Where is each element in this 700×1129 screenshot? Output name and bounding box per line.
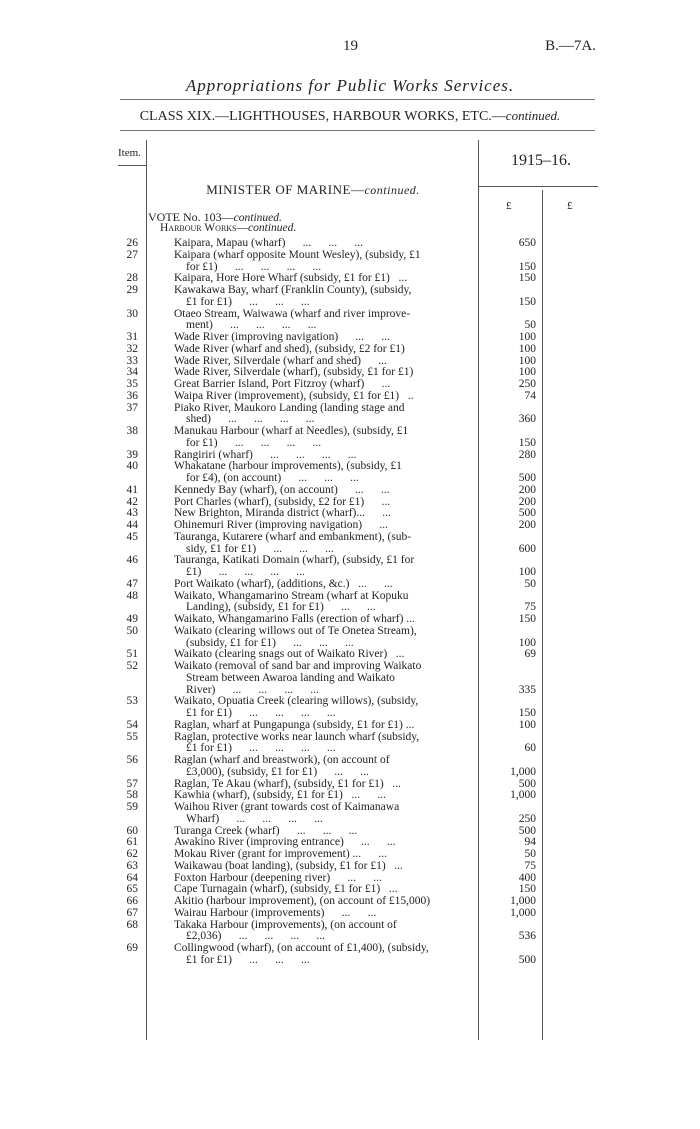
item-row (0, 507, 700, 519)
item-amount: 150 (518, 295, 536, 308)
item-number: 67 (126, 906, 138, 919)
item-number: 58 (126, 789, 138, 802)
item-amount: 280 (518, 448, 536, 461)
year-header-rule (478, 186, 598, 187)
item-row (0, 754, 700, 778)
item-description-line: Port Charles (wharf), (subsidy, £2 for £1) ... (174, 495, 391, 508)
item-row (0, 825, 700, 837)
item-description-line: Collingwood (wharf), (on account of £1,400), (subsidy, (174, 942, 429, 954)
item-row (0, 519, 700, 531)
item-row (0, 648, 700, 660)
item-number: 68 (126, 918, 138, 931)
item-amount: 200 (518, 483, 536, 496)
item-amount: 69 (524, 648, 536, 661)
item-description-line: Ohinemuri River (improving navigation) ... (174, 519, 388, 531)
item-amount: 536 (518, 930, 536, 943)
item-row (0, 660, 700, 695)
item-row (0, 613, 700, 625)
class-continued: continued. (505, 108, 561, 123)
item-row (0, 836, 700, 848)
item-description-line: Cape Turnagain (wharf), (subsidy, £1 for £1) ... (174, 883, 398, 896)
item-number: 63 (126, 859, 138, 872)
item-description-line: Landing), (subsidy, £1 for £1) ... ... (186, 601, 376, 614)
item-description-line: Kawhia (wharf), (subsidy, £1 for £1) ... ... (174, 789, 386, 802)
item-amount: 150 (518, 613, 536, 625)
item-number: 49 (126, 613, 138, 625)
item-description-line: £1 for £1) ... ... ... ... (186, 707, 336, 719)
item-description-line: Takaka Harbour (improvements), (on account of (174, 918, 397, 931)
item-amount: 50 (524, 577, 536, 590)
item-description-line: Waipa River (improvement), (subsidy, £1 for £1) .. (174, 389, 414, 402)
item-description-line: New Brighton, Miranda district (wharf)... ... (174, 507, 391, 520)
item-amount: 200 (518, 495, 536, 508)
item-description-line: Port Waikato (wharf), (additions, &c.) ... ... (174, 577, 393, 590)
item-number: 65 (126, 883, 138, 896)
item-number: 47 (126, 577, 138, 590)
item-number: 51 (126, 648, 138, 661)
item-description-line: shed) ... ... ... ... (186, 413, 315, 426)
item-description-line: Waikato, Whangamarino Stream (wharf at Kopuku (174, 589, 409, 602)
item-row (0, 390, 700, 402)
item-description-line: £1 for £1) ... ... ... (186, 953, 310, 966)
item-header-rule (118, 165, 146, 166)
item-description-line: Awakino River (improving entrance) ... ... (174, 836, 396, 849)
item-row (0, 554, 700, 578)
item-description-line: £2,036) ... ... ... ... (186, 930, 325, 943)
item-row (0, 590, 700, 614)
section-heading (160, 222, 296, 234)
item-number: 52 (126, 660, 138, 672)
item-description-line: Waikato (removal of sand bar and improving Waikato (174, 660, 422, 672)
item-number: 62 (126, 848, 138, 860)
item-number: 64 (126, 871, 138, 884)
item-amount: 150 (518, 883, 536, 896)
item-amount: 100 (518, 636, 536, 649)
item-row (0, 789, 700, 801)
item-description-line: Turanga Creek (wharf) ... ... ... (174, 824, 358, 837)
item-row (0, 848, 700, 860)
item-amount: 360 (518, 413, 536, 426)
item-number: 31 (126, 331, 138, 343)
year-header: 1915–16. (511, 152, 571, 169)
title-rule (120, 99, 595, 100)
page-title-text: Appropriations for Public Works Services. (185, 76, 515, 95)
item-number: 34 (126, 366, 138, 379)
item-amount: 335 (518, 683, 536, 696)
item-amount: 500 (518, 777, 536, 790)
item-amount: 250 (518, 378, 536, 390)
item-number: 57 (126, 777, 138, 790)
item-row (0, 378, 700, 390)
item-description-line: Kaipara (wharf opposite Mount Wesley), (subsidy, £1 (174, 248, 421, 261)
item-number: 55 (126, 730, 138, 743)
currency-symbol-left: £ (506, 200, 512, 212)
item-amount: 500 (518, 824, 536, 837)
item-row (0, 496, 700, 508)
item-description-line: £1) ... ... ... ... (186, 566, 305, 578)
item-row (0, 272, 700, 284)
item-number: 39 (126, 448, 138, 461)
item-amount: 94 (524, 836, 536, 849)
item-number: 37 (126, 401, 138, 414)
vote-continued: continued. (233, 212, 282, 224)
item-row (0, 578, 700, 590)
item-description-line: for £1) ... ... ... ... (186, 260, 322, 273)
item-amount: 650 (518, 237, 536, 249)
item-description-line: Waikato (clearing willows out of Te Onetea Stream), (174, 624, 417, 637)
item-amount: 150 (518, 272, 536, 285)
item-number: 36 (126, 389, 138, 402)
item-number: 59 (126, 801, 138, 813)
ministry-name: MINISTER OF MARINE— (206, 182, 365, 197)
item-amount: 1,000 (510, 895, 536, 907)
currency-symbol-right: £ (567, 200, 573, 212)
item-number: 56 (126, 754, 138, 766)
item-amount: 100 (518, 366, 536, 379)
item-number: 60 (126, 824, 138, 837)
class-heading (0, 108, 700, 125)
item-row (0, 919, 700, 943)
item-description-line: Kaipara, Hore Hore Wharf (subsidy, £1 for £1) ... (174, 272, 408, 285)
item-amount: 1,000 (510, 789, 536, 802)
item-description-line: Wade River, Silverdale (wharf), (subsidy, £1 for £1) (174, 366, 414, 379)
item-row (0, 860, 700, 872)
item-column-header: Item. (118, 147, 141, 159)
item-amount: 150 (518, 436, 536, 449)
item-description-line: Whakatane (harbour improvements), (subsidy, £1 (174, 460, 402, 473)
section-continued: continued. (248, 222, 297, 234)
item-amount: 150 (518, 707, 536, 719)
item-amount: 600 (518, 542, 536, 555)
item-row (0, 942, 700, 966)
item-amount: 100 (518, 566, 536, 578)
item-row (0, 284, 700, 308)
item-description-line: for £4), (on account) ... ... ... (186, 472, 359, 484)
item-description-line: Raglan, protective works near launch wharf (subsidy, (174, 730, 420, 743)
class-title: CLASS XIX.—LIGHTHOUSES, HARBOUR WORKS, ETC.— (139, 109, 506, 124)
item-number: 42 (126, 495, 138, 508)
item-row (0, 872, 700, 884)
item-row (0, 719, 700, 731)
item-number: 35 (126, 378, 138, 390)
item-number: 69 (126, 942, 138, 954)
item-description-line: Rangiriri (wharf) ... ... ... ... (174, 448, 357, 461)
item-amount: 100 (518, 718, 536, 731)
item-description-line: Waihou River (grant towards cost of Kaimanawa (174, 801, 400, 813)
section-name: Harbour Works— (160, 222, 249, 234)
item-number: 41 (126, 483, 138, 496)
item-amount: 400 (518, 871, 536, 884)
item-number: 26 (126, 237, 138, 249)
item-number: 32 (126, 342, 138, 355)
class-rule (120, 130, 595, 131)
item-amount: 1,000 (510, 765, 536, 778)
item-amount: 75 (524, 601, 536, 614)
item-row (0, 731, 700, 755)
item-description-line: Raglan, Te Akau (wharf), (subsidy, £1 for £1) ... (174, 777, 401, 790)
item-number: 46 (126, 554, 138, 567)
item-description-line: £1 for £1) ... ... ... (186, 295, 310, 308)
item-row (0, 355, 700, 367)
item-row (0, 907, 700, 919)
item-description-line: Waikato, Opuatia Creek (clearing willows), (subsidy, (174, 695, 419, 708)
item-description-line: River) ... ... ... ... (186, 683, 319, 696)
item-number: 66 (126, 895, 138, 907)
item-row (0, 425, 700, 449)
item-amount: 150 (518, 260, 536, 273)
item-row (0, 895, 700, 907)
item-amount: 500 (518, 953, 536, 966)
item-row (0, 366, 700, 378)
item-amount: 100 (518, 331, 536, 343)
item-number: 38 (126, 425, 138, 437)
item-description-line: Foxton Harbour (deepening river) ... ... (174, 871, 382, 884)
item-description-line: sidy, £1 for £1) ... ... ... (186, 542, 334, 555)
item-row (0, 625, 700, 649)
item-row (0, 778, 700, 790)
item-description-line: Waikawau (boat landing), (subsidy, £1 for £1) ... (174, 859, 403, 872)
item-description-line: Akitio (harbour improvement), (on account of £15,000) (174, 895, 431, 907)
item-description-line: Great Barrier Island, Port Fitzroy (wharf) ... (174, 378, 391, 390)
ministry-heading (148, 182, 478, 198)
item-amount: 100 (518, 342, 536, 355)
item-amount: 250 (518, 812, 536, 825)
item-number: 61 (126, 836, 138, 849)
item-description-line: Raglan, wharf at Pungapunga (subsidy, £1 for £1) ... (174, 718, 415, 731)
item-row (0, 402, 700, 426)
item-row (0, 883, 700, 895)
item-row (0, 308, 700, 332)
item-row (0, 343, 700, 355)
item-description-line: Piako River, Maukoro Landing (landing stage and (174, 401, 405, 414)
item-number: 40 (126, 460, 138, 473)
item-number: 29 (126, 284, 138, 296)
vote-number: VOTE No. 103— (148, 210, 234, 224)
item-amount: 500 (518, 507, 536, 520)
page-number: 19 (343, 38, 358, 54)
item-amount: 60 (524, 742, 536, 755)
item-description-line: Tauranga, Katikati Domain (wharf), (subsidy, £1 for (174, 554, 415, 567)
item-number: 48 (126, 589, 138, 602)
ministry-continued: continued. (364, 183, 420, 197)
item-description-line: Wairau Harbour (improvements) ... ... (174, 906, 377, 919)
item-amount: 1,000 (510, 906, 536, 919)
item-description-line: £1 for £1) ... ... ... ... (186, 742, 336, 755)
item-description-line: Wade River (improving navigation) ... ... (174, 331, 390, 343)
item-amount: 100 (518, 354, 536, 367)
item-description-line: Otaeo Stream, Waiwawa (wharf and river improve- (174, 307, 411, 320)
item-description-line: Waikato (clearing snags out of Waikato River) ... (174, 648, 405, 661)
item-number: 44 (126, 519, 138, 531)
item-row (0, 531, 700, 555)
item-number: 54 (126, 718, 138, 731)
item-number: 28 (126, 272, 138, 285)
item-row (0, 249, 700, 273)
item-row (0, 237, 700, 249)
item-description-line: (subsidy, £1 for £1) ... ... ... (186, 636, 354, 649)
item-description-line: Wade River (wharf and shed), (subsidy, £2 for £1) (174, 342, 405, 355)
item-description-line: £3,000), (subsidy, £1 for £1) ... ... (186, 765, 369, 778)
item-description-line: for £1) ... ... ... ... (186, 436, 322, 449)
item-description-line: Waikato, Whangamarino Falls (erection of wharf) ... (174, 613, 415, 625)
item-description-line: Stream between Awaroa landing and Waikato (186, 671, 395, 684)
item-amount: 50 (524, 319, 536, 332)
item-row (0, 331, 700, 343)
item-number: 27 (126, 248, 138, 261)
item-description-line: Mokau River (grant for improvement) ... ... (174, 848, 388, 860)
item-description-line: Kaipara, Mapau (wharf) ... ... ... (174, 237, 364, 249)
item-number: 43 (126, 507, 138, 520)
page-title (0, 76, 700, 96)
item-description-line: Tauranga, Kutarere (wharf and embankment), (sub- (174, 530, 412, 543)
item-number: 30 (126, 307, 138, 320)
item-amount: 75 (524, 859, 536, 872)
item-description-line: Kawakawa Bay, wharf (Franklin County), (subsidy, (174, 284, 412, 296)
item-description-line: Raglan (wharf and breastwork), (on account of (174, 754, 390, 766)
item-row (0, 449, 700, 461)
item-number: 45 (126, 530, 138, 543)
item-row (0, 695, 700, 719)
item-description-line: Wade River, Silverdale (wharf and shed) ... (174, 354, 387, 367)
item-row (0, 484, 700, 496)
item-number: 50 (126, 624, 138, 637)
item-amount: 200 (518, 519, 536, 531)
document-reference: B.—7A. (545, 38, 596, 54)
item-row (0, 801, 700, 825)
item-amount: 74 (524, 389, 536, 402)
item-number: 33 (126, 354, 138, 367)
item-amount: 50 (524, 848, 536, 860)
item-description-line: Kennedy Bay (wharf), (on account) ... ... (174, 483, 390, 496)
item-description-line: Manukau Harbour (wharf at Needles), (subsidy, £1 (174, 425, 409, 437)
item-description-line: Wharf) ... ... ... ... (186, 812, 323, 825)
item-number: 53 (126, 695, 138, 708)
item-description-line: ment) ... ... ... ... (186, 319, 317, 332)
item-row (0, 460, 700, 484)
item-amount: 500 (518, 472, 536, 484)
